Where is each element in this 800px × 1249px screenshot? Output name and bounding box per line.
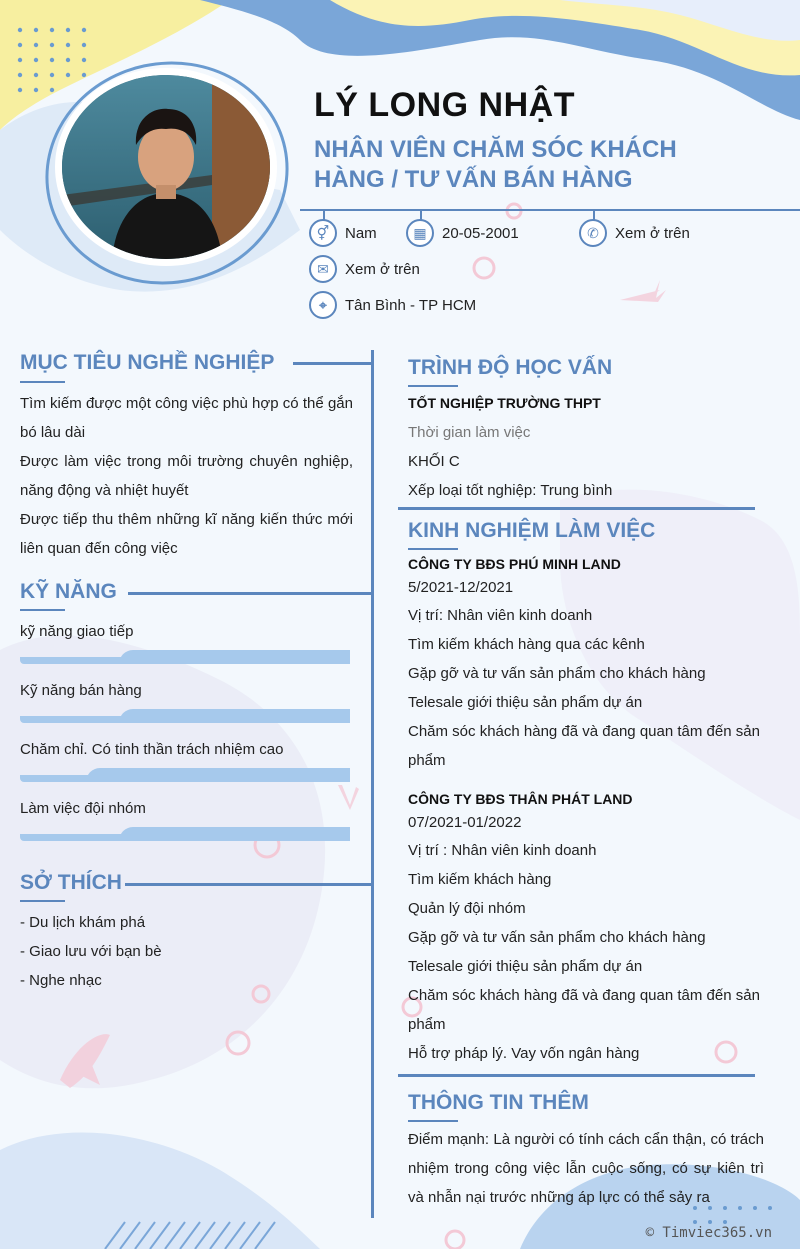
education-title: TRÌNH ĐỘ HỌC VẤN (408, 356, 613, 379)
skill-bar-fill (119, 709, 350, 723)
hobbies-underline (20, 900, 65, 902)
objective-line: Được tiếp thu thêm những kĩ năng kiến thức mới liên quan đến công việc (20, 511, 353, 557)
objective-text (20, 389, 353, 563)
job-line: Hỗ trợ pháp lý. Vay vốn ngân hàng (408, 1045, 640, 1062)
job-line: Tìm kiếm khách hàng (408, 871, 552, 888)
location-icon: ⌖ (309, 291, 337, 319)
email-value: Xem ở trên (345, 260, 420, 278)
contact-email (309, 255, 420, 283)
skills-underline (20, 609, 65, 611)
job-line: Chăm sóc khách hàng đã và đang quan tâm đến sản phẩm (408, 723, 760, 769)
job-header (408, 787, 768, 835)
experience-rule (398, 507, 755, 510)
education-time: Thời gian làm việc (408, 424, 531, 441)
hobby-item: - Giao lưu với bạn bè (20, 943, 162, 960)
objective-title: MỤC TIÊU NGHỀ NGHIỆP (20, 351, 275, 374)
education-block (408, 389, 778, 505)
skill-label: Làm việc đội nhóm (20, 800, 146, 817)
gender-value: Nam (345, 224, 377, 242)
skill-bar (20, 768, 350, 782)
job-company: CÔNG TY BĐS THÂN PHÁT LAND (408, 791, 633, 807)
job-details (408, 836, 768, 1068)
job-title-line-2: HÀNG / TƯ VẤN BÁN HÀNG (314, 166, 633, 193)
skill-label: Chăm chỉ. Có tinh thần trách nhiệm cao (20, 741, 284, 758)
gender-icon: ⚥ (309, 219, 337, 247)
column-divider (371, 350, 374, 1218)
objective-line: Được làm việc trong môi trường chuyên nghiệp, năng động và nhiệt huyết (20, 453, 353, 499)
job-line: Quản lý đội nhóm (408, 900, 526, 917)
job-title-line-1: NHÂN VIÊN CHĂM SÓC KHÁCH (314, 136, 677, 163)
skills-title: KỸ NĂNG (20, 580, 117, 603)
additional-title: THÔNG TIN THÊM (408, 1091, 589, 1114)
skill-bar (20, 650, 350, 664)
skill-bar-fill (119, 650, 350, 664)
calendar-icon: ▦ (406, 219, 434, 247)
candidate-name: LÝ LONG NHẬT (314, 86, 575, 124)
skill-bar (20, 709, 350, 723)
footer-credit: © Timviec365.vn (645, 1225, 772, 1241)
job-period: 5/2021-12/2021 (408, 579, 514, 596)
avatar (55, 68, 277, 266)
job-company: CÔNG TY BĐS PHÚ MINH LAND (408, 556, 621, 572)
additional-underline (408, 1120, 458, 1122)
job-line: Vị trí : Nhân viên kinh doanh (408, 842, 597, 859)
education-school: TỐT NGHIỆP TRƯỜNG THPT (408, 395, 601, 411)
skills-rule (128, 592, 373, 595)
skill-bar-fill (119, 827, 350, 841)
experience-title: KINH NGHIỆM LÀM VIỆC (408, 519, 656, 542)
objective-line: Tìm kiếm được một công việc phù hợp có thể gắn bó lâu dài (20, 395, 353, 441)
job-details (408, 601, 768, 775)
job-line: Telesale giới thiệu sản phẩm dự án (408, 958, 643, 975)
mail-icon: ✉ (309, 255, 337, 283)
hobby-item: - Du lịch khám phá (20, 914, 146, 931)
contact-dob (406, 219, 519, 247)
education-grade: Xếp loại tốt nghiệp: Trung bình (408, 482, 613, 499)
job-period: 07/2021-01/2022 (408, 814, 522, 831)
hobbies-list (20, 908, 353, 995)
job-title (314, 135, 754, 195)
job-line: Telesale giới thiệu sản phẩm dự án (408, 694, 643, 711)
objective-rule (293, 362, 373, 365)
additional-rule (398, 1074, 755, 1077)
job-line: Gặp gỡ và tư vấn sản phẩm cho khách hàng (408, 929, 706, 946)
education-major: KHỐI C (408, 453, 460, 470)
dob-value: 20-05-2001 (442, 224, 519, 242)
skill-label: kỹ năng giao tiếp (20, 623, 134, 640)
hobbies-rule (125, 883, 373, 886)
job-line: Vị trí: Nhân viên kinh doanh (408, 607, 593, 624)
hobbies-title: SỞ THÍCH (20, 871, 122, 894)
experience-underline (408, 548, 458, 550)
contact-gender (309, 219, 377, 247)
header-divider (300, 209, 800, 211)
phone-icon: ✆ (579, 219, 607, 247)
address-value: Tân Bình - TP HCM (345, 296, 477, 314)
job-line: Gặp gỡ và tư vấn sản phẩm cho khách hàng (408, 665, 706, 682)
job-line: Tìm kiếm khách hàng qua các kênh (408, 636, 645, 653)
contact-phone (579, 219, 690, 247)
job-line: Chăm sóc khách hàng đã và đang quan tâm đến sản phẩm (408, 987, 760, 1033)
education-underline (408, 385, 458, 387)
skill-bar (20, 827, 350, 841)
phone-value: Xem ở trên (615, 224, 690, 242)
job-header (408, 552, 768, 600)
objective-underline (20, 381, 65, 383)
additional-text: Điểm mạnh: Là người có tính cách cẩn thận, có trách nhiệm trong công việc lẫn cuộc sống, có sự kiên trì và nhẫn nại trước những áp lực có thể sảy ra (408, 1131, 764, 1206)
hobby-item: - Nghe nhạc (20, 972, 102, 989)
contact-address (309, 291, 476, 319)
skill-bar-fill (86, 768, 350, 782)
skill-label: Kỹ năng bán hàng (20, 682, 142, 699)
